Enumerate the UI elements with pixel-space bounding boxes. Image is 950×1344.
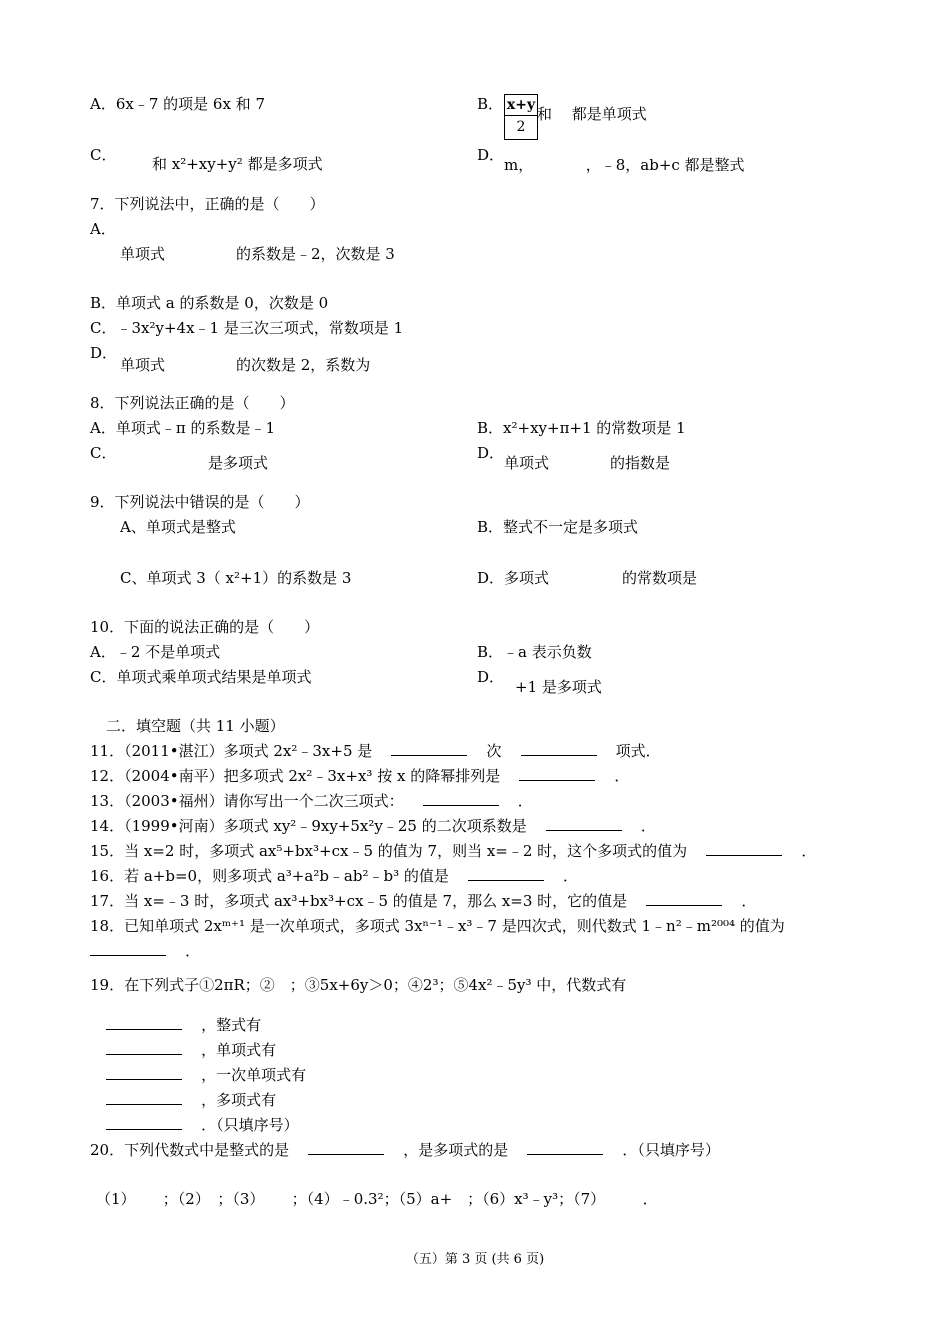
q6-option-c-text: 和 x²+xy+y² 都是多项式	[152, 155, 323, 173]
q12-end: ．	[614, 767, 630, 785]
fraction-numerator: x+y	[505, 95, 537, 116]
q12-text: 12．（2004•南平）把多项式 2x²﹣3x+x³ 按 x 的降幂排列是	[90, 767, 501, 785]
q7-option-a-text2: 的系数是﹣2，次数是 3	[236, 245, 395, 263]
answer-blank[interactable]	[106, 1015, 182, 1030]
q10-option-d-text: +1 是多项式	[515, 678, 602, 696]
answer-blank[interactable]	[519, 766, 595, 781]
q19-line5	[106, 1115, 299, 1135]
q16-line	[90, 866, 578, 886]
answer-blank[interactable]	[106, 1040, 182, 1055]
q19-l3: ，一次单项式有	[201, 1066, 307, 1084]
q6-option-b-text: 和 都是单项式	[537, 105, 647, 123]
q7-option-b: B．单项式 a 的系数是 0，次数是 0	[90, 294, 329, 312]
q8-option-c-label: C．	[90, 444, 117, 462]
q14-end: ．	[640, 817, 656, 835]
q20-text: 20．下列代数式中是整式的是	[90, 1141, 290, 1159]
q19-line1	[106, 1015, 261, 1035]
q11-line	[90, 741, 661, 761]
q20-text3: ．（只填序号）	[622, 1141, 720, 1159]
answer-blank[interactable]	[423, 791, 499, 806]
answer-blank[interactable]	[521, 741, 597, 756]
q9-stem: 9．下列说法中错误的是（ ）	[90, 493, 310, 511]
answer-blank[interactable]	[646, 891, 722, 906]
q10-stem: 10．下面的说法正确的是（ ）	[90, 618, 320, 636]
q8-option-d-label: D．	[477, 444, 505, 462]
q6-option-d-label: D．	[477, 146, 505, 164]
q19-line3	[106, 1065, 306, 1085]
q19-text: 19．在下列式子①2πR；② ；③5x+6y＞0；④2³；⑤4x²﹣5y³ 中，代数式有	[90, 976, 627, 994]
section-title: 二．填空题（共 11 小题）	[106, 717, 285, 735]
q6-option-b-fraction	[504, 94, 538, 140]
fraction-denominator: 2	[516, 119, 526, 135]
q11-text2: 次	[486, 742, 502, 760]
q7-option-d-text2: 的次数是 2，系数为	[236, 356, 371, 374]
q6-option-c-label: C．	[90, 146, 117, 164]
answer-blank[interactable]	[106, 1115, 182, 1130]
answer-blank[interactable]	[308, 1140, 384, 1155]
q20-text2: ，是多项式的是	[403, 1141, 509, 1159]
q14-text: 14．（1999•河南）多项式 xy²﹣9xy+5x²y﹣25 的二次项系数是	[90, 817, 527, 835]
q9-option-d-text2: 的常数项是	[622, 569, 698, 587]
answer-blank[interactable]	[391, 741, 467, 756]
q13-end: ．	[517, 792, 533, 810]
q8-option-c-text: 是多项式	[208, 454, 269, 472]
q7-option-d-label: D．	[90, 344, 118, 362]
q12-line	[90, 766, 629, 786]
q7-option-a-text1: 单项式	[120, 245, 166, 263]
q11-text3: 项式．	[615, 742, 661, 760]
q6-option-d-text: m， ，﹣8，ab+c 都是整式	[504, 156, 745, 174]
q18-end: ．	[185, 942, 201, 960]
q8-option-d-text1: 单项式	[504, 454, 550, 472]
q18-text: 18．已知单项式 2xᵐ⁺¹ 是一次单项式，多项式 3xⁿ⁻¹﹣x³﹣7 是四次式，则代数式 1﹣n²﹣m²⁰⁰⁴ 的值为	[90, 917, 785, 935]
q15-end: ．	[801, 842, 817, 860]
q17-end: ．	[741, 892, 757, 910]
q20-line	[90, 1140, 720, 1160]
q11-text: 11．（2011•湛江）多项式 2x²﹣3x+5 是	[90, 742, 373, 760]
q9-option-b: B．整式不一定是多项式	[477, 518, 639, 536]
answer-blank[interactable]	[90, 941, 166, 956]
q19-l5: ．（只填序号）	[201, 1116, 299, 1134]
q8-option-b: B．x²+xy+π+1 的常数项是 1	[477, 419, 686, 437]
q7-stem: 7．下列说法中，正确的是（ ）	[90, 195, 325, 213]
q17-text: 17．当 x=﹣3 时，多项式 ax³+bx³+cx﹣5 的值是 7，那么 x=3 时，它的值是	[90, 892, 628, 910]
q9-option-c: C、单项式 3（ x²+1）的系数是 3	[120, 569, 352, 587]
q14-line	[90, 816, 656, 836]
q16-text: 16．若 a+b=0，则多项式 a³+a²b﹣ab²﹣b³ 的值是	[90, 867, 449, 885]
q7-option-a-label: A．	[90, 220, 116, 238]
page-footer: （五）第 3 页 (共 6 页)	[405, 1252, 545, 1267]
q10-option-a: A．﹣2 不是单项式	[90, 643, 221, 661]
q19-l4: ，多项式有	[201, 1091, 277, 1109]
q6-option-a: A．6x﹣7 的项是 6x 和 7	[90, 95, 265, 113]
q19-l1: ，整式有	[201, 1016, 262, 1034]
q13-line	[90, 791, 533, 811]
q20-items: （1） ；（2） ；（3） ；（4）﹣0.3²；（5）a+ ；（6）x³﹣y³；（7） ．	[96, 1190, 658, 1208]
q19-l2: ，单项式有	[201, 1041, 277, 1059]
q8-stem: 8．下列说法正确的是（ ）	[90, 394, 295, 412]
q10-option-b: B．﹣a 表示负数	[477, 643, 592, 661]
q8-option-a: A．单项式﹣π 的系数是﹣1	[90, 419, 276, 437]
answer-blank[interactable]	[106, 1090, 182, 1105]
q18-line2	[90, 941, 200, 961]
q10-option-c: C．单项式乘单项式结果是单项式	[90, 668, 312, 686]
answer-blank[interactable]	[468, 866, 544, 881]
q10-option-d-label: D．	[477, 668, 505, 686]
q6-option-b-label: B．	[477, 95, 504, 113]
q15-text: 15．当 x=2 时，多项式 ax⁵+bx³+cx﹣5 的值为 7，则当 x=﹣2 时，这个多项式的值为	[90, 842, 688, 860]
q15-line	[90, 841, 816, 861]
answer-blank[interactable]	[706, 841, 782, 856]
q13-text: 13．（2003•福州）请你写出一个二次三项式：	[90, 792, 404, 810]
answer-blank[interactable]	[546, 816, 622, 831]
q8-option-d-text2: 的指数是	[610, 454, 671, 472]
q9-option-a: A、单项式是整式	[120, 518, 236, 536]
q9-option-d-text1: D．多项式	[477, 569, 550, 587]
answer-blank[interactable]	[527, 1140, 603, 1155]
q17-line	[90, 891, 756, 911]
q19-line4	[106, 1090, 276, 1110]
q7-option-c: C．﹣3x²y+4x﹣1 是三次三项式，常数项是 1	[90, 319, 404, 337]
q19-line2	[106, 1040, 276, 1060]
q16-end: ．	[563, 867, 579, 885]
answer-blank[interactable]	[106, 1065, 182, 1080]
q7-option-d-text1: 单项式	[120, 356, 166, 374]
